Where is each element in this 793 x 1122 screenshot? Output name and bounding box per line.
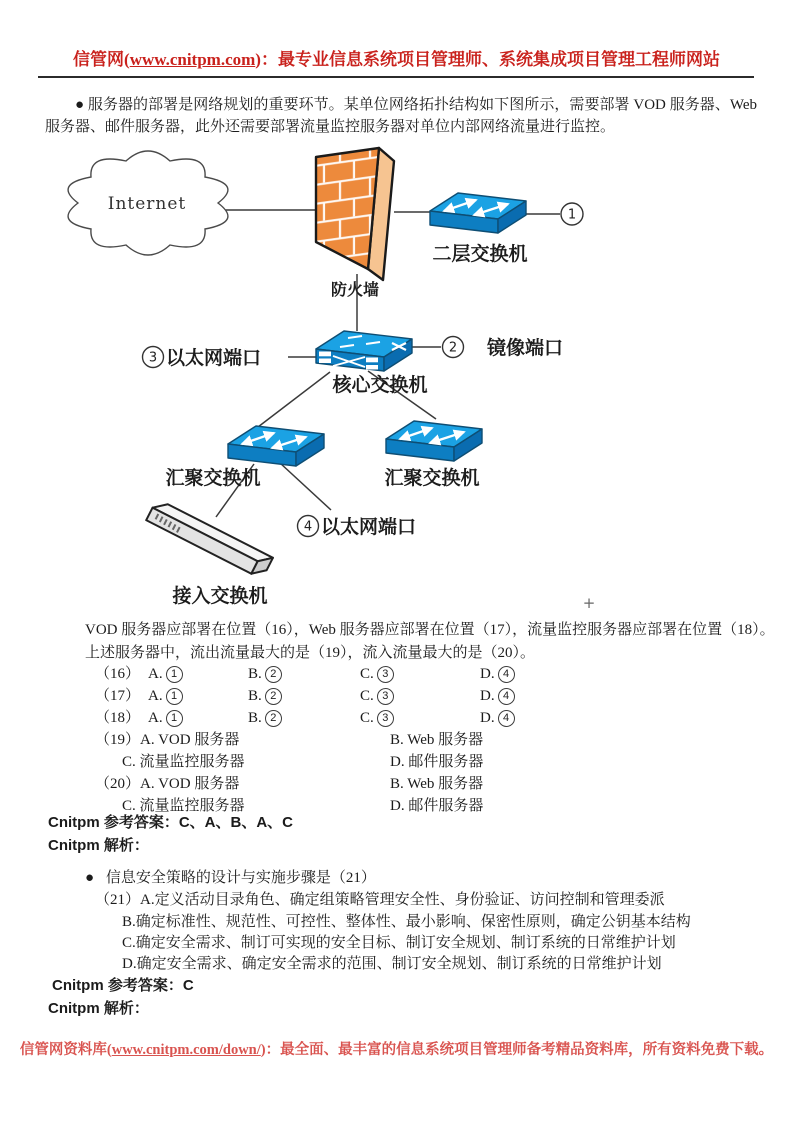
port-4-number: 4	[303, 519, 313, 535]
answer-line-2: Cnitpm 参考答案：C	[52, 977, 194, 994]
q16-option-b[interactable]: B. 2	[248, 664, 360, 684]
circled-1: 1	[166, 710, 183, 727]
q18-option-b[interactable]: B. 2	[248, 708, 360, 728]
q21-option-d[interactable]: D.确定安全需求、确定安全需求的范围、制订安全规划、制订系统的日常维护计划	[122, 956, 662, 972]
question1-intro	[45, 94, 757, 138]
q19-option-a[interactable]: （19）A. VOD 服务器	[95, 732, 240, 748]
question-18-options	[95, 708, 515, 728]
answer-line-1: Cnitpm 参考答案：C、A、B、A、C	[48, 814, 293, 831]
circled-4: 4	[498, 710, 515, 727]
footer-prefix: 信管网资料库(	[19, 1042, 112, 1058]
q17-number: （17）	[95, 688, 141, 704]
q19-option-c[interactable]: C. 流量监控服务器	[122, 754, 245, 770]
q21-option-c[interactable]: C.确定安全需求、制订可实现的安全目标、制订安全规划、制订系统的日常维护计划	[122, 935, 676, 951]
question-17-options	[95, 686, 515, 706]
q16-option-c[interactable]: C. 3	[360, 664, 480, 684]
access-switch-label: 接入交换机	[172, 586, 268, 607]
q20-option-b[interactable]: B. Web 服务器	[390, 776, 484, 792]
port-3-label	[143, 346, 262, 369]
footer-suffix: )：最全面、最丰富的信息系统项目管理师备考精品资料库，所有资料免费下载。	[260, 1042, 774, 1058]
question2-intro	[85, 868, 376, 888]
port-3-text: 以太网端口	[166, 348, 262, 369]
port-4-text: 以太网端口	[321, 517, 417, 538]
q17-option-a[interactable]: A. 1	[148, 686, 248, 706]
q18-option-d[interactable]: D. 4	[480, 708, 515, 728]
q16-number: （16）	[95, 666, 141, 682]
l2-switch	[430, 193, 528, 265]
question-16-options	[95, 664, 515, 684]
q16-option-d[interactable]: D. 4	[480, 664, 515, 684]
circled-2: 2	[265, 688, 282, 705]
header-rule	[38, 76, 754, 78]
site-footer	[0, 1040, 793, 1060]
site-header	[0, 50, 793, 70]
header-link[interactable]: www.cnitpm.com	[129, 50, 256, 69]
internet-cloud	[68, 151, 228, 255]
circled-2: 2	[265, 666, 282, 683]
port-1-marker	[561, 203, 583, 225]
internet-label: Internet	[107, 194, 187, 214]
circled-3: 3	[377, 688, 394, 705]
network-topology-diagram	[40, 138, 665, 618]
port-1-number: 1	[567, 207, 577, 223]
firewall	[316, 148, 394, 299]
q17-option-c[interactable]: C. 3	[360, 686, 480, 706]
statement-line-2: 上述服务器中，流出流量最大的是（19），流入流量最大的是（20）。	[85, 645, 536, 661]
port-4-label	[298, 515, 417, 538]
header-suffix: )：最专业信息系统项目管理师、系统集成项目管理工程师网站	[255, 50, 720, 69]
circled-4: 4	[498, 666, 515, 683]
q20-option-d[interactable]: D. 邮件服务器	[390, 798, 484, 814]
circled-1: 1	[166, 666, 183, 683]
agg-switch-right-label: 汇聚交换机	[384, 468, 480, 489]
q18-number: （18）	[95, 710, 141, 726]
q16-option-a[interactable]: A. 1	[148, 664, 248, 684]
cursor-artifact: +	[582, 594, 596, 612]
q19-option-d[interactable]: D. 邮件服务器	[390, 754, 484, 770]
access-switch	[146, 499, 273, 607]
bullet-icon: ●	[75, 97, 85, 113]
circled-3: 3	[377, 710, 394, 727]
circled-4: 4	[498, 688, 515, 705]
circled-2: 2	[265, 710, 282, 727]
question1-intro-text: 服务器的部署是网络规划的重要环节。某单位网络拓扑结构如下图所示，需要部署 VOD 服务器、Web 服务器、邮件服务器，此外还需要部署流量监控服务器对单位内部网络流量进行监控。	[45, 97, 757, 135]
port-3-number: 3	[148, 350, 158, 366]
port-2-text: 镜像端口	[487, 338, 564, 359]
q19-option-b[interactable]: B. Web 服务器	[390, 732, 484, 748]
core-switch	[316, 331, 412, 371]
q17-option-b[interactable]: B. 2	[248, 686, 360, 706]
l2-switch-label: 二层交换机	[432, 244, 528, 265]
q17-option-d[interactable]: D. 4	[480, 686, 515, 706]
circled-1: 1	[166, 688, 183, 705]
statement-line-1: VOD 服务器应部署在位置（16），Web 服务器应部署在位置（17），流量监控服务器应部署在位置（18）。	[85, 622, 775, 638]
header-prefix: 信管网(	[73, 50, 130, 69]
q20-option-c[interactable]: C. 流量监控服务器	[122, 798, 245, 814]
q18-option-c[interactable]: C. 3	[360, 708, 480, 728]
q21-option-b[interactable]: B.确定标准性、规范性、可控性、整体性、最小影响、保密性原则，确定公钥基本结构	[122, 914, 691, 930]
question2-intro-text: 信息安全策略的设计与实施步骤是（21）	[105, 870, 376, 886]
circled-3: 3	[377, 666, 394, 683]
analysis-line-1: Cnitpm 解析：	[48, 837, 149, 854]
agg-switch-left	[165, 426, 324, 489]
agg-switch-right	[384, 421, 482, 489]
bullet-icon: ●	[85, 870, 95, 886]
q21-option-a[interactable]: （21）A.定义活动目录角色、确定组策略管理安全性、身份验证、访问控制和管理委派	[95, 892, 665, 908]
q20-option-a[interactable]: （20）A. VOD 服务器	[95, 776, 240, 792]
port-2-number: 2	[448, 340, 458, 356]
footer-link[interactable]: www.cnitpm.com/down/	[111, 1042, 261, 1058]
analysis-line-2: Cnitpm 解析：	[48, 1000, 149, 1017]
core-switch-label: 核心交换机	[332, 375, 428, 396]
agg-switch-left-label: 汇聚交换机	[165, 468, 261, 489]
port-2-label	[443, 336, 564, 359]
firewall-label: 防火墙	[330, 282, 380, 299]
q18-option-a[interactable]: A. 1	[148, 708, 248, 728]
